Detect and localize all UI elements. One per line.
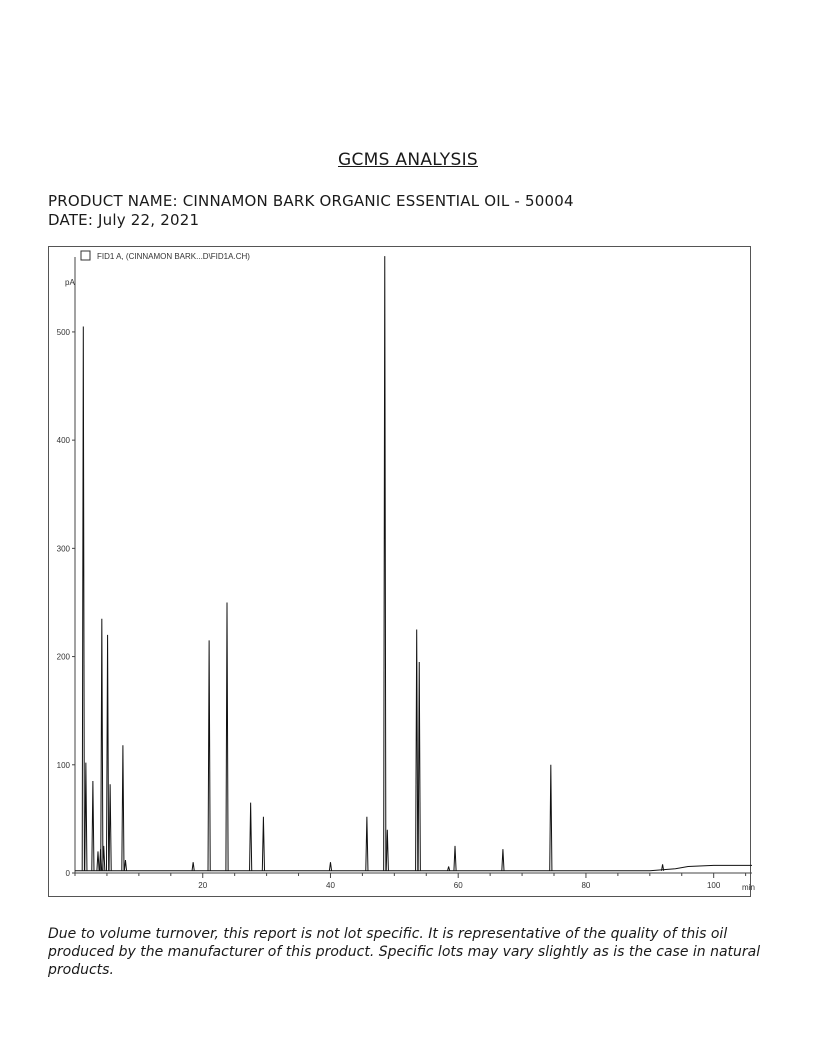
chromatogram-peak — [97, 851, 99, 870]
y-tick-label: 0 — [65, 869, 70, 878]
x-tick-label: 60 — [453, 881, 463, 890]
x-tick-label: 20 — [198, 881, 208, 890]
chromatogram-peak — [386, 830, 388, 871]
chromatogram-peak — [208, 640, 210, 870]
chromatogram-peak — [329, 862, 331, 871]
chromatogram-peak — [454, 846, 456, 871]
chromatogram-peak — [418, 662, 420, 871]
report-title: GCMS ANALYSIS — [338, 150, 478, 170]
chromatogram-peak — [92, 781, 94, 871]
chromatogram-peak — [384, 256, 386, 871]
y-tick-label: 300 — [56, 544, 70, 554]
y-tick-label: 400 — [56, 436, 70, 446]
y-axis-unit: pA — [65, 278, 75, 287]
chromatogram-peak — [448, 867, 450, 871]
y-tick-label: 500 — [56, 327, 70, 337]
chromatogram-peak — [106, 635, 108, 871]
chromatogram-peak — [366, 817, 368, 871]
chromatogram-peak — [101, 619, 103, 871]
chromatogram-frame — [48, 246, 755, 897]
chromatogram-chart — [49, 247, 755, 898]
chromatogram-peak — [192, 862, 194, 871]
x-axis-unit: min — [742, 883, 755, 892]
chromatogram-peak — [122, 745, 124, 871]
chromatogram-peak — [262, 817, 264, 871]
chromatogram-peak — [124, 860, 126, 871]
chromatogram-peak — [250, 803, 252, 871]
y-tick-label: 100 — [56, 760, 70, 770]
legend-swatch — [81, 251, 90, 260]
x-tick-label: 80 — [581, 881, 591, 890]
x-tick-label: 40 — [326, 881, 335, 890]
baseline-trace — [75, 865, 752, 870]
y-tick-label: 200 — [56, 652, 70, 662]
product-name-line: PRODUCT NAME: CINNAMON BARK ORGANIC ESSENTIAL OIL - 50004 — [48, 192, 574, 210]
chromatogram-peak — [109, 784, 111, 871]
legend-label: FID1 A, (CINNAMON BARK...D\FID1A.CH) — [97, 252, 250, 261]
date-line: DATE: July 22, 2021 — [48, 211, 200, 229]
x-tick-label: 100 — [706, 881, 721, 890]
chromatogram-peak — [502, 849, 504, 871]
chromatogram-peak — [226, 602, 228, 870]
chromatogram-peak — [85, 763, 87, 871]
chromatogram-peak — [550, 765, 552, 871]
disclaimer-text: Due to volume turnover, this report is not lot specific. It is representative of the quality of this oil produced by the manufacturer of this product. Specific lots may vary slightly as is the case in natural products. — [48, 926, 761, 978]
chromatogram-peak — [416, 630, 418, 871]
chromatogram-peak — [82, 327, 84, 871]
